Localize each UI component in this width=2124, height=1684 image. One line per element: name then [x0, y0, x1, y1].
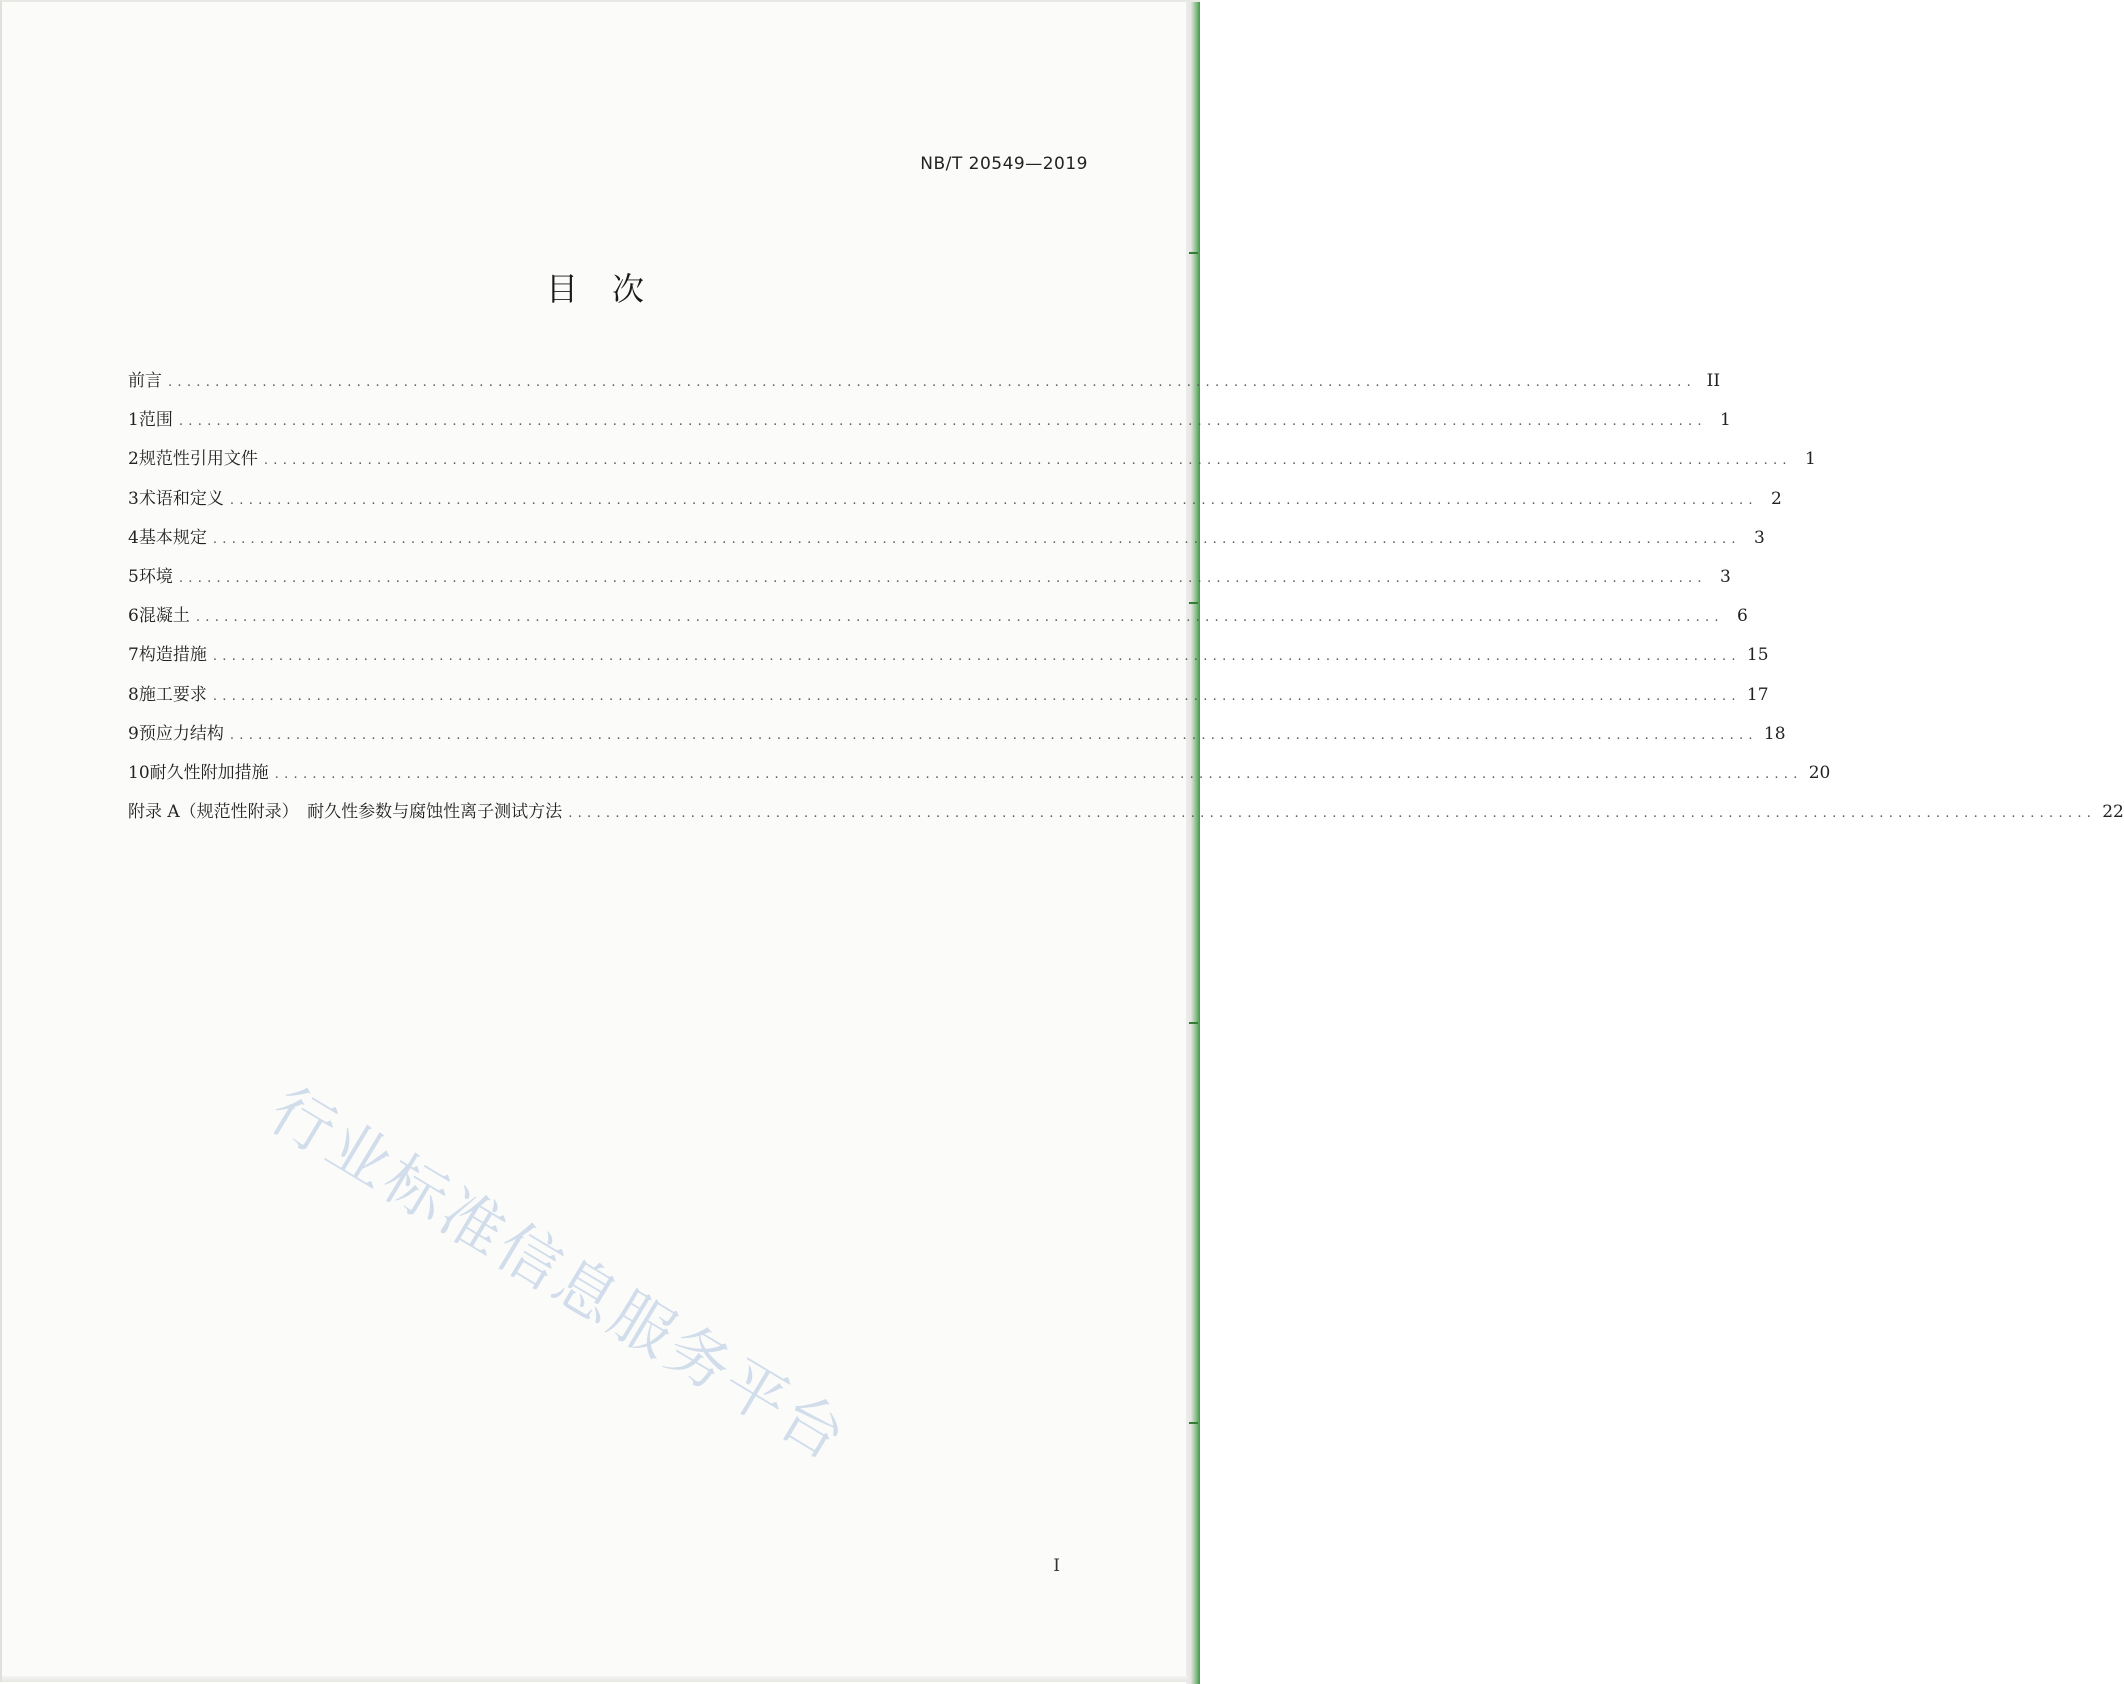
- toc-entry-8[interactable]: [128, 680, 1769, 719]
- toc-entry-5[interactable]: [128, 562, 1731, 601]
- page-number: I: [1053, 1556, 1060, 1576]
- toc-leader-dots: ..................................................................................................................................................................: [168, 375, 1697, 390]
- toc-entry-foreword[interactable]: [128, 366, 1721, 405]
- scan-mark: [1189, 1022, 1198, 1024]
- toc-leader-dots: ..................................................................................................................................................................: [229, 492, 1758, 508]
- toc-entry-label: 术语和定义: [138, 488, 224, 509]
- toc-entry-page: 1: [1720, 410, 1731, 431]
- scan-mark: [1189, 1422, 1198, 1424]
- toc-leader-dots: ..................................................................................................................................................................: [568, 806, 2097, 822]
- toc-leader-dots: ..................................................................................................................................................................: [274, 766, 1803, 782]
- toc-leader-dots: ..................................................................................................................................................................: [229, 727, 1758, 743]
- toc-entry-label: 基本规定: [138, 527, 207, 548]
- toc-entry-appendix-a[interactable]: [128, 797, 2124, 836]
- toc-entry-10[interactable]: [128, 758, 1831, 797]
- toc-leader-dots: ..................................................................................................................................................................: [212, 531, 1741, 547]
- toc-leader-dots: ..................................................................................................................................................................: [178, 570, 1707, 586]
- toc-entry-4[interactable]: [128, 523, 1765, 562]
- toc-entry-label: 耐久性附加措施: [149, 762, 269, 783]
- toc-entry-label: 预应力结构: [138, 723, 224, 744]
- toc-entry-1[interactable]: [128, 405, 1731, 444]
- toc-entry-number: 3: [128, 488, 139, 509]
- toc-entry-label: 范围: [138, 410, 173, 431]
- toc-entry-2[interactable]: [128, 444, 1816, 483]
- toc-entry-page: 3: [1720, 566, 1731, 587]
- toc-entry-page: 17: [1746, 684, 1769, 705]
- toc-entry-page: 15: [1746, 645, 1769, 666]
- toc-entry-number: 4: [128, 527, 139, 548]
- toc-entry-page: 20: [1808, 762, 1831, 783]
- toc-entry-page: 1: [1805, 449, 1816, 470]
- toc-entry-label: 附录 A（规范性附录） 耐久性参数与腐蚀性离子测试方法: [128, 802, 563, 823]
- toc-leader-dots: ..................................................................................................................................................................: [178, 414, 1707, 430]
- toc-entry-number: 5: [128, 566, 139, 587]
- toc-entry-number: 1: [128, 410, 139, 431]
- toc-entry-9[interactable]: [128, 719, 1786, 758]
- toc-entry-page: 6: [1737, 606, 1748, 627]
- toc-entry-number: 10: [128, 762, 150, 783]
- toc-entry-page: 2: [1771, 488, 1782, 509]
- toc-entry-label: 施工要求: [138, 684, 207, 705]
- toc-entry-3[interactable]: [128, 484, 1782, 523]
- toc-entry-label: 规范性引用文件: [138, 449, 258, 470]
- toc-entry-6[interactable]: [128, 601, 1748, 640]
- toc-entry-page: 18: [1763, 723, 1786, 744]
- toc-entry-7[interactable]: [128, 640, 1769, 679]
- toc-leader-dots: ..................................................................................................................................................................: [263, 453, 1792, 469]
- toc-entry-number: 6: [128, 606, 139, 627]
- toc-entry-number: 7: [128, 645, 139, 666]
- toc-entry-page: 22: [2102, 802, 2124, 823]
- toc-entry-page: 3: [1754, 527, 1765, 548]
- toc-leader-dots: ..................................................................................................................................................................: [212, 688, 1741, 704]
- toc-leader-dots: ..................................................................................................................................................................: [212, 649, 1741, 665]
- toc-entry-number: 2: [128, 449, 139, 470]
- toc-entry-number: 8: [128, 684, 139, 705]
- scan-edge: [1186, 2, 1200, 1684]
- toc-entry-label: 前言: [128, 371, 162, 391]
- toc-leader-dots: ..................................................................................................................................................................: [195, 610, 1724, 626]
- toc-entry-label: 环境: [138, 566, 173, 587]
- scan-mark: [1189, 602, 1198, 604]
- toc-entry-label: 构造措施: [138, 645, 207, 666]
- toc-title: 目次: [545, 270, 678, 308]
- table-of-contents: [128, 366, 2124, 836]
- watermark-text: 行业标准信息服务平台: [257, 1073, 862, 1476]
- toc-entry-label: 混凝土: [138, 606, 190, 627]
- scan-edge-bottom: [2, 1676, 1188, 1682]
- toc-entry-number: 9: [128, 723, 139, 744]
- toc-entry-page: II: [1706, 371, 1721, 391]
- scan-mark: [1189, 252, 1198, 254]
- document-code: NB/T 20549—2019: [920, 154, 1088, 174]
